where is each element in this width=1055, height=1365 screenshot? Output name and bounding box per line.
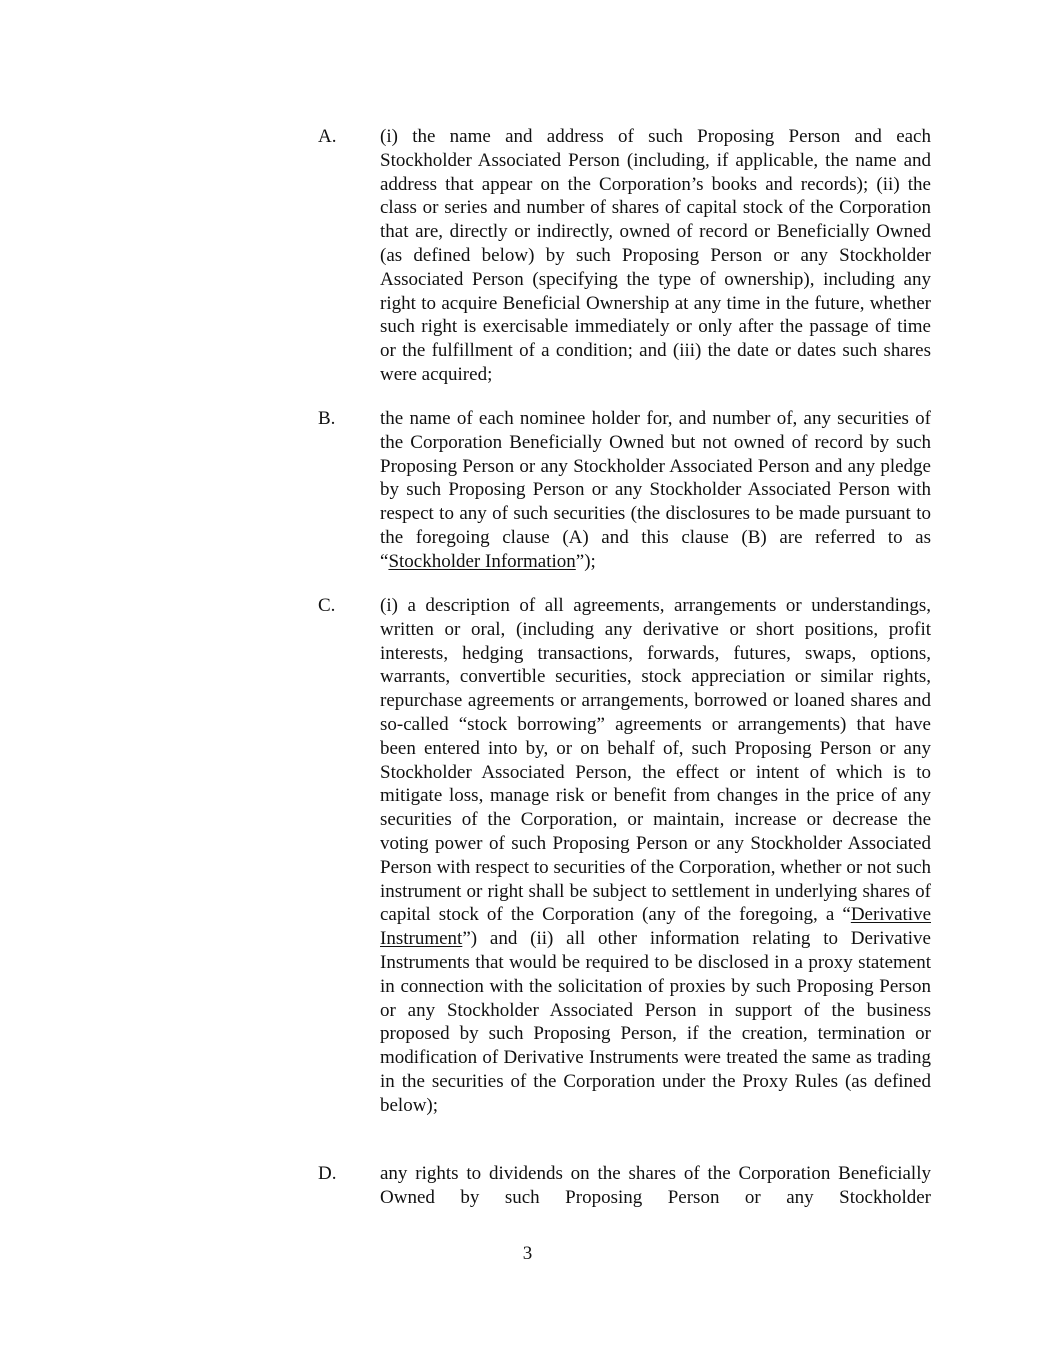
clause-text-segment: the name of each nominee holder for, and number of, any securities of the Corporation Beneficially Owned but not owned of record by such Proposing Person or any Stockholder Associated Person and any pledge by such Proposing Person or any Stockholder Associated Person with respect to any of such securities (the disclosures to be made pursuant to the foregoing clause (A) and this clause (B) are referred to as “ <box>380 408 931 572</box>
clause-letter: B. <box>318 408 336 429</box>
clause-text <box>380 1162 931 1210</box>
clause-text <box>380 125 931 387</box>
defined-term-stockholder-information: Stockholder Information <box>388 550 576 572</box>
defined-term-derivative-instrument: Derivative Instrument <box>380 904 931 950</box>
clause-text-segment: (i) a description of all agreements, arrangements or understandings, written or oral, (including any derivative or short positions, profit interests, hedging transactions, forwards, futures, swaps, options, warrants, convertible securities, stock appreciation or similar rights, repurchase agreements or arrangements, borrowed or loaned shares and so-called “stock borrowing” agreements or arrangements) that have been entered into by, or on behalf of, such Proposing Person or any Stockholder Associated Person, the effect or intent of which is to mitigate loss, manage risk or benefit from changes in the price of any securities of the Corporation, or maintain, increase or decrease the voting power of such Proposing Person or any Stockholder Associated Person with respect to securities of the Corporation, whether or not such instrument or right shall be subject to settlement in underlying shares of capital stock of the Corporation (any of the foregoing, a “ <box>380 595 931 926</box>
clause-letter: A. <box>318 126 337 147</box>
clause-text <box>380 594 931 1118</box>
clause-text-segment: ”); <box>575 550 596 572</box>
clause-letter: C. <box>318 595 336 616</box>
clause-text-segment: any rights to dividends on the shares of the Corporation Beneficially Owned by such Proposing Person or any Stockholder <box>380 1163 931 1208</box>
clause-text <box>380 407 931 574</box>
page-number: 3 <box>522 1243 533 1264</box>
clause-text-segment: ”) and (ii) all other information relating to Derivative Instruments that would be required to be disclosed in a proxy statement in connection with the solicitation of proxies by such Proposing Person or any Stockholder Associated Person in support of the business proposed by such Proposing Person, if the creation, termination or modification of Derivative Instruments were treated the same as trading in the securities of the Corporation under the Proxy Rules (as defined below); <box>380 928 931 1116</box>
clause-letter: D. <box>318 1163 337 1184</box>
clause-text-segment: (i) the name and address of such Proposing Person and each Stockholder Associated Person (including, if applicable, the name and address that appear on the Corporation’s books and records); (ii) the class or series and number of shares of capital stock of the Corporation that are, directly or indirectly, owned of record or Beneficially Owned (as defined below) by such Proposing Person or any Stockholder Associated Person (specifying the type of ownership), including any right to acquire Beneficial Ownership at any time in the future, whether such right is exercisable immediately or only after the passage of time or the fulfillment of a condition; and (iii) the date or dates such shares were acquired; <box>380 126 931 385</box>
